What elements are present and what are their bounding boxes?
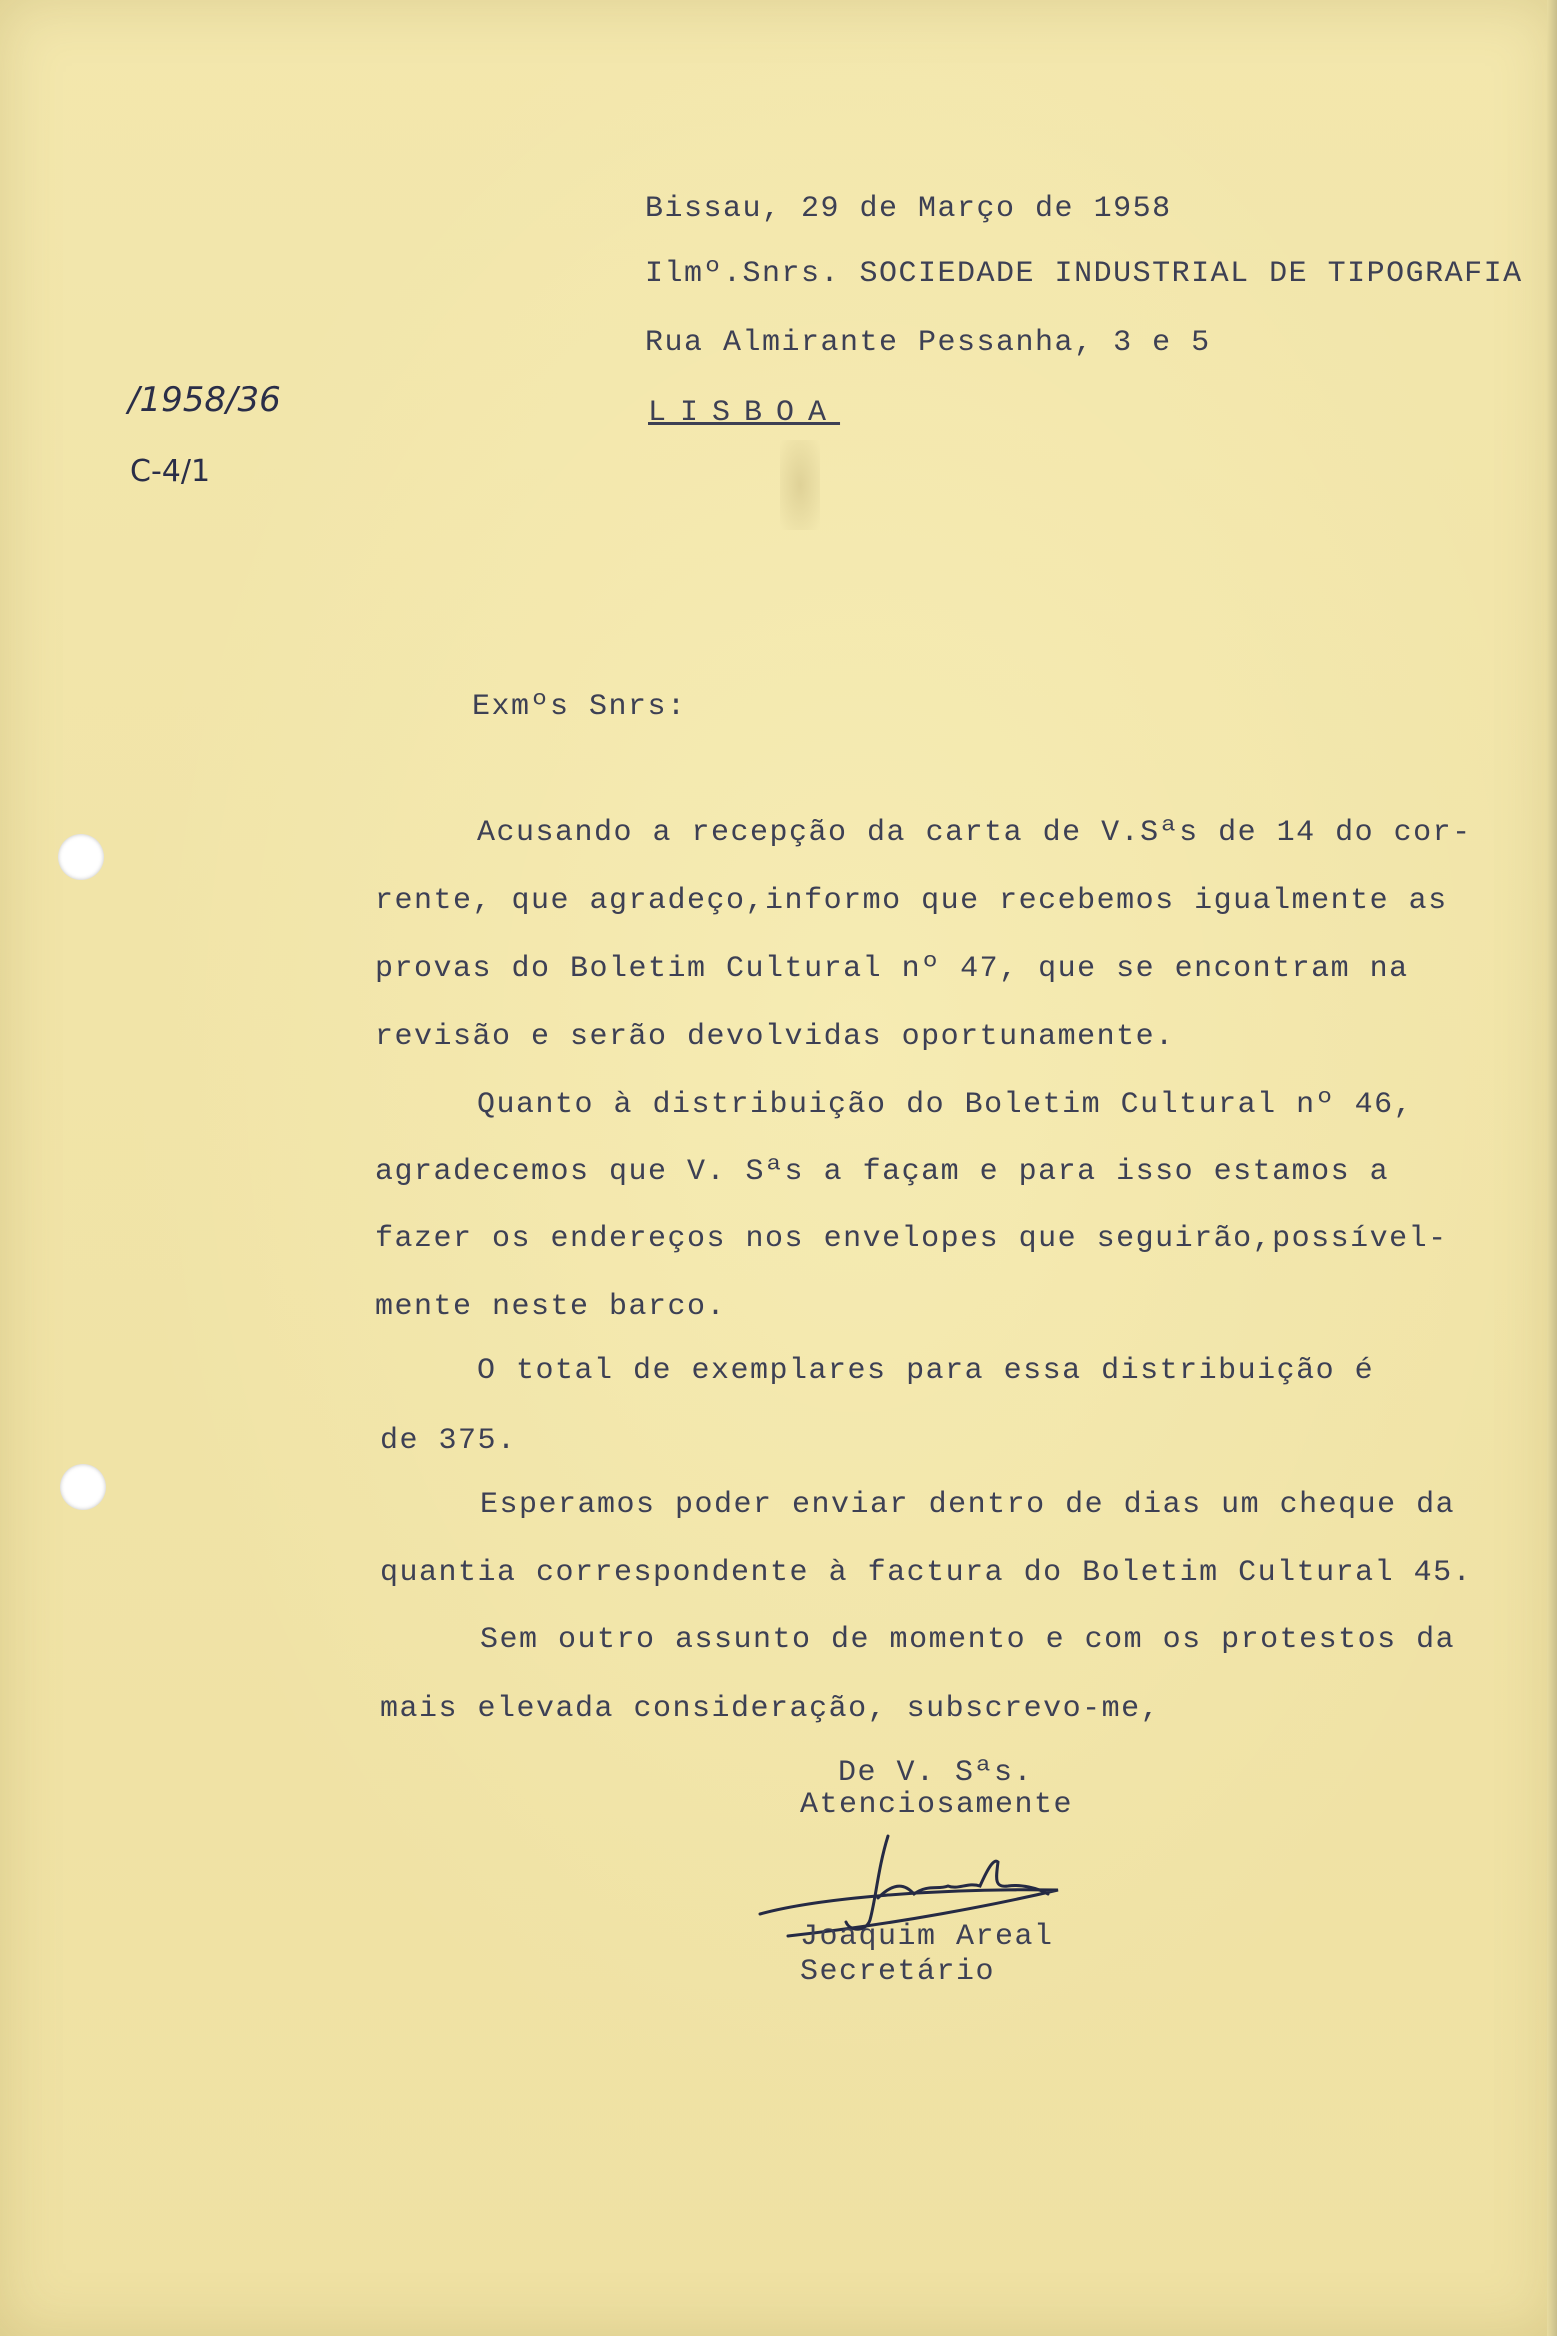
body-line: Quanto à distribuição do Boletim Cultural nº 46, <box>477 1088 1414 1122</box>
body-line: fazer os endereços nos envelopes que seguirão,possível- <box>375 1222 1448 1256</box>
closing-valediction: Atenciosamente <box>800 1788 1074 1822</box>
body-line: quantia correspondente à factura do Boletim Cultural 45. <box>380 1556 1473 1590</box>
page-edge <box>1547 0 1557 2336</box>
body-line: mais elevada consideração, subscrevo-me, <box>380 1692 1161 1726</box>
reference-code: C-4/1 <box>130 454 211 489</box>
closing-regards: De V. Sªs. <box>838 1756 1034 1790</box>
signatory-title: Secretário <box>800 1955 996 1989</box>
body-line: de 375. <box>380 1424 517 1458</box>
addressee: Ilmº.Snrs. SOCIEDADE INDUSTRIAL DE TIPOGRAFIA <box>645 257 1523 291</box>
body-line: Sem outro assunto de momento e com os protestos da <box>480 1623 1456 1657</box>
body-line: rente, que agradeço,informo que recebemos igualmente as <box>375 884 1448 918</box>
punch-hole-bottom <box>60 1464 106 1510</box>
signatory-name: Joaquim Areal <box>800 1920 1054 1954</box>
city: LISBOA <box>648 396 841 430</box>
body-line: agradecemos que V. Sªs a façam e para isso estamos a <box>375 1155 1390 1189</box>
place-date: Bissau, 29 de Março de 1958 <box>645 192 1172 226</box>
body-line: Acusando a recepção da carta de V.Sªs de 14 do cor- <box>477 816 1472 850</box>
body-line: revisão e serão devolvidas oportunamente. <box>375 1020 1175 1054</box>
body-line: Esperamos poder enviar dentro de dias um cheque da <box>480 1488 1456 1522</box>
salutation: Exmºs Snrs: <box>472 690 687 724</box>
punch-hole-top <box>58 834 104 880</box>
body-line: provas do Boletim Cultural nº 47, que se encontram na <box>375 952 1409 986</box>
reference-number: /1958/36 <box>128 380 281 420</box>
body-line: O total de exemplares para essa distribuição é <box>477 1354 1375 1388</box>
paper-stain <box>780 440 820 530</box>
body-line: mente neste barco. <box>375 1290 727 1324</box>
street-address: Rua Almirante Pessanha, 3 e 5 <box>645 326 1211 360</box>
